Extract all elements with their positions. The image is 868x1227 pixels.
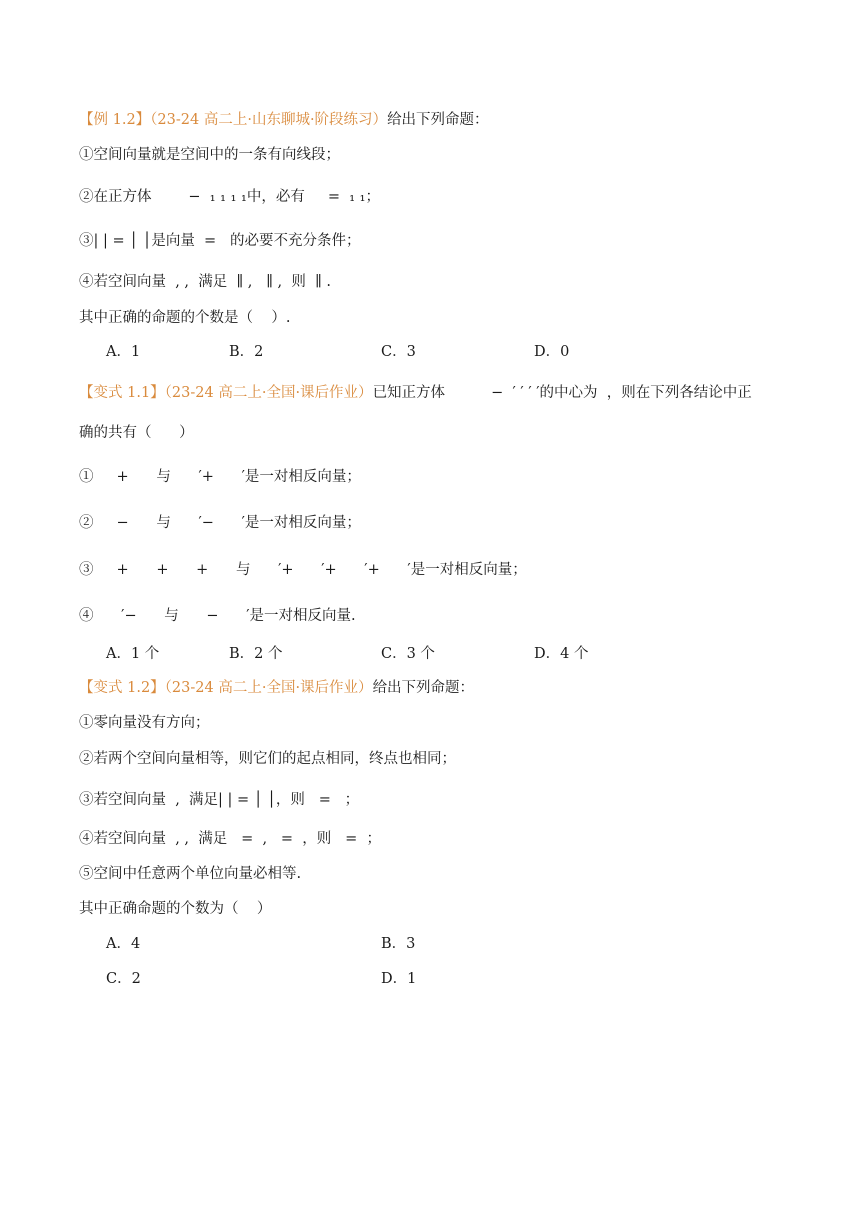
option-d: D．1 (381, 971, 417, 987)
variant-source: （23-24 高二上·全国·课后作业） (164, 680, 373, 696)
proposition-4: ④若空间向量 , , 满足 = , = ，则 = ； (79, 831, 381, 847)
option-d: D．4 个 (534, 646, 589, 662)
example-source: （23-24 高二上·山东聊城·阶段练习） (150, 112, 388, 128)
option-a: A．4 (106, 936, 141, 952)
option-b: B．3 (381, 936, 416, 952)
variant-1-2-header (79, 678, 474, 698)
option-c: C．2 (106, 971, 141, 987)
question-text: 其中正确的命题的个数是（ ）. (79, 310, 291, 326)
proposition-2: ②若两个空间向量相等，则它们的起点相同，终点也相同； (79, 751, 456, 767)
variant-tag: 【变式 1.1】 (79, 385, 165, 401)
variant-lead: 给出下列命题： (372, 680, 475, 696)
example-1-2-header (79, 110, 489, 130)
variant-source: （23-24 高二上·全国·课后作业） (164, 385, 373, 401)
option-b: B．2 (229, 344, 264, 360)
conclusion-3: ③ + + + 与 ′+ ′+ ′+ ′是一对相反向量； (79, 562, 527, 578)
conclusion-1: ① + 与 ′+ ′是一对相反向量； (79, 469, 361, 485)
example-lead: 给出下列命题： (387, 112, 489, 128)
variant-1-1-header (79, 383, 752, 403)
example-tag: 【例 1.2】 (79, 112, 151, 128)
option-c: C．3 个 (381, 646, 435, 662)
conclusion-4: ④ ′− 与 − ′是一对相反向量. (79, 608, 356, 624)
option-c: C．3 (381, 344, 416, 360)
variant-lead: 已知正方体 − ′ ′ ′ ′的中心为 ，则在下列各结论中正 (372, 385, 752, 401)
option-a: A．1 个 (106, 646, 160, 662)
proposition-4: ④若空间向量 , , 满足 ∥ , ∥ , 则 ∥ . (79, 274, 331, 290)
conclusion-2: ② − 与 ′− ′是一对相反向量； (79, 515, 361, 531)
proposition-1: ①零向量没有方向； (79, 715, 210, 731)
proposition-2: ②在正方体 − ₁ ₁ ₁ ₁中，必有 = ₁ ₁； (79, 189, 380, 205)
option-b: B．2 个 (229, 646, 283, 662)
question-text: 其中正确命题的个数为（ ） (79, 901, 272, 917)
proposition-1: ①空间向量就是空间中的一条有向线段； (79, 147, 340, 163)
proposition-3: ③| | = │ │是向量 = 的必要不充分条件； (79, 233, 361, 249)
option-d: D．0 (534, 344, 570, 360)
proposition-3: ③若空间向量 , 满足| | = │ │，则 = ； (79, 792, 360, 808)
variant-tag: 【变式 1.2】 (79, 680, 165, 696)
option-a: A．1 (106, 344, 141, 360)
variant-lead-continued: 确的共有（ ） (79, 425, 194, 441)
proposition-5: ⑤空间中任意两个单位向量必相等. (79, 866, 302, 882)
